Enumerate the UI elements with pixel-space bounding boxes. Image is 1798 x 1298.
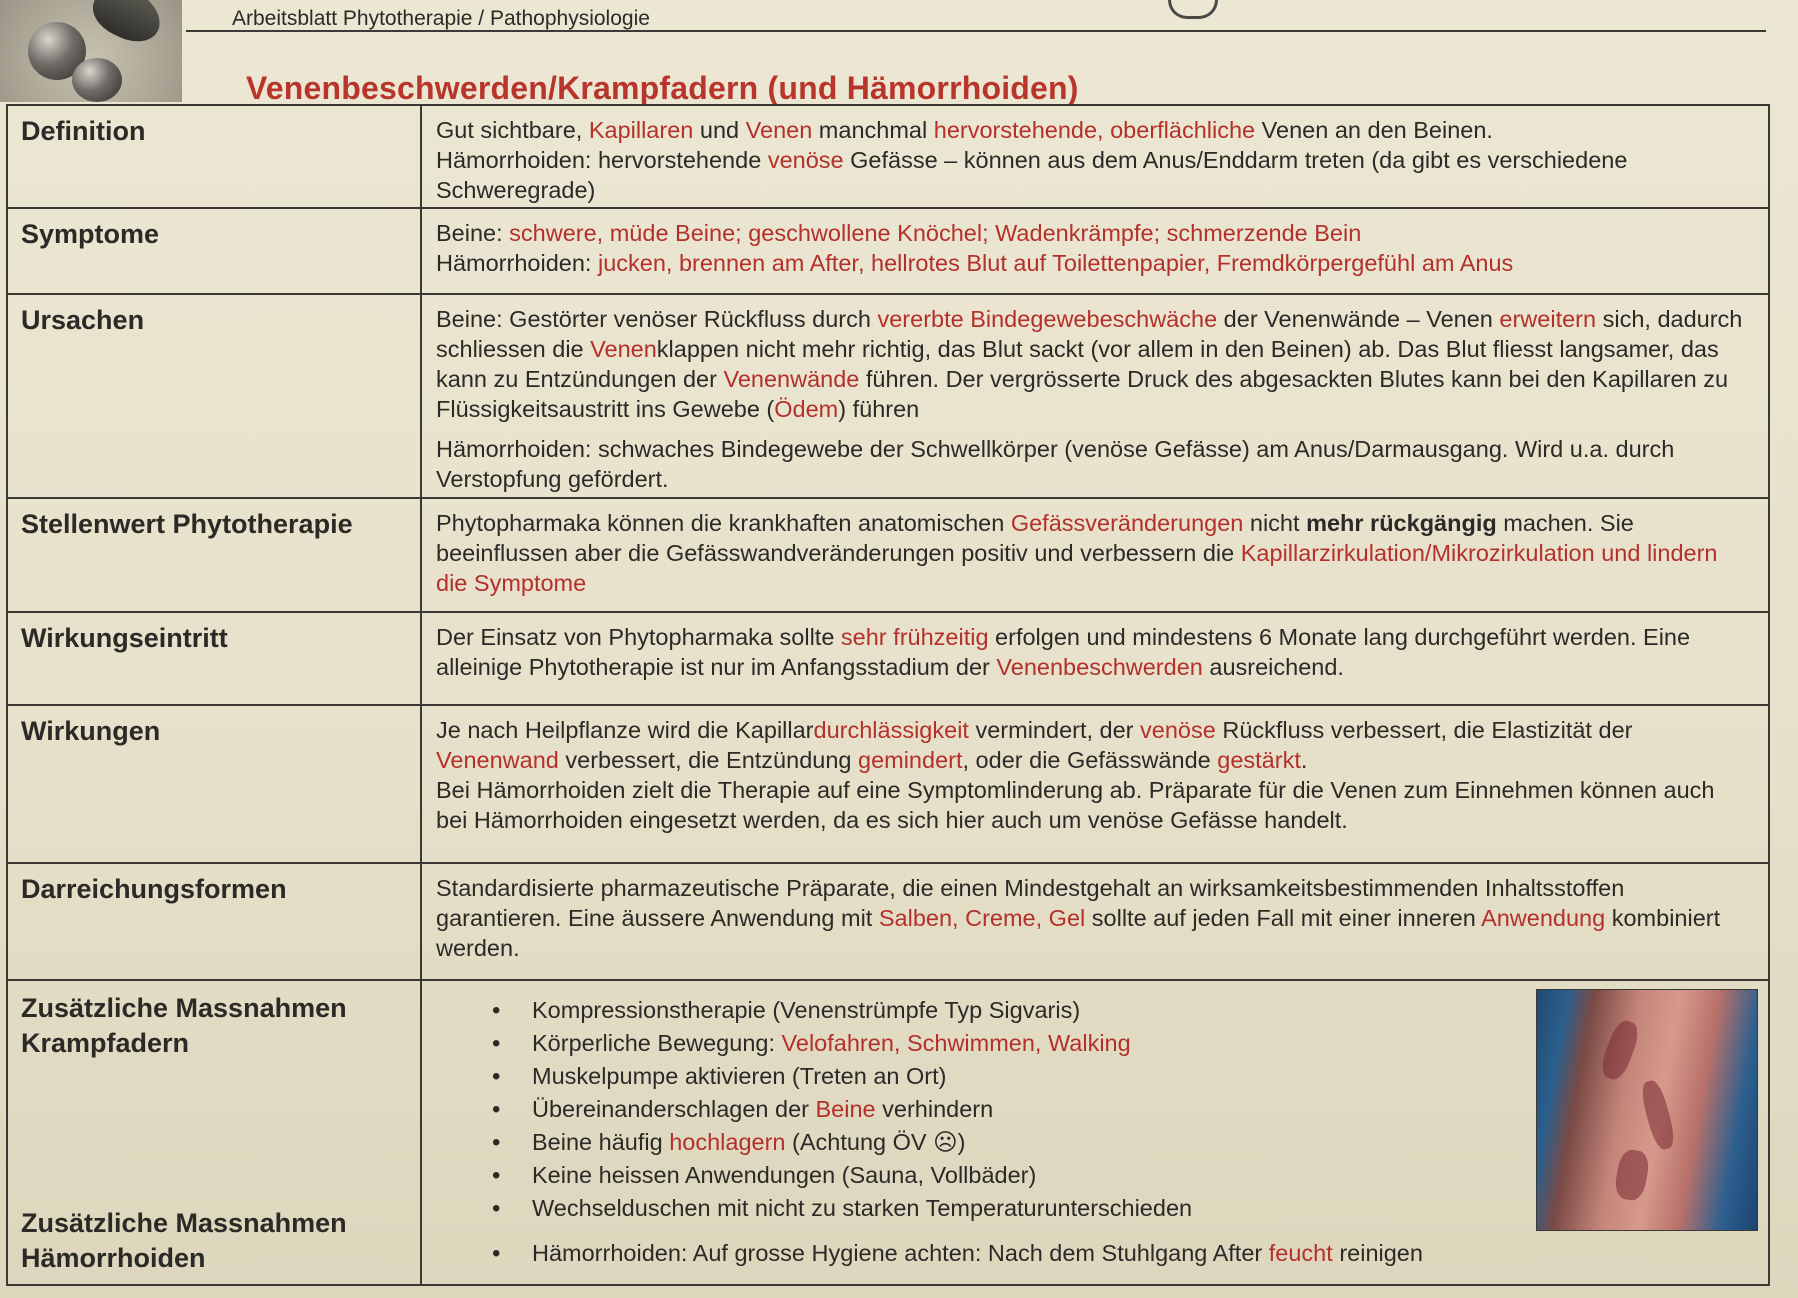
row-label-darreichungsformen: Darreichungsformen [8,864,422,981]
header-rule [186,30,1766,32]
chestnut-husk-icon [85,0,169,51]
list-item: • Keine heissen Anwendungen (Sauna, Vollbäder) [492,1159,1748,1192]
list-item: • Muskelpumpe aktivieren (Treten an Ort) [492,1060,1748,1093]
row-content-stellenwert: Phytopharmaka können die krankhaften anatomischen Gefässveränderungen nicht mehr rückgängig machen. Sie beeinflussen aber die Gefässwandveränderungen positiv und verbessern die Kapillarzirkulation/Mikrozirkulation und lindern die Symptome [422,499,1768,613]
list-item: • Hämorrhoiden: Auf grosse Hygiene achten: Nach dem Stuhlgang After feucht reinigen [492,1237,1748,1270]
wirkungen-line: Bei Hämorrhoiden zielt die Therapie auf eine Symptomlinderung ab. Präparate für die Venen zum Einnehmen können auch bei Hämorrhoiden eingesetzt werden, da es sich hier auch um venöse Gefässe handelt. [436,777,1715,833]
row-content-darreichungsformen: Standardisierte pharmazeutische Präparate, die einen Mindestgehalt an wirksamkeitsbestimmenden Inhaltsstoffen garantieren. Eine äussere Anwendung mit Salben, Creme, Gel sollte auf jeden Fall mit einer inneren Anwendung kombiniert werden. [422,864,1768,981]
varicose-leg-photo [1536,989,1758,1231]
chestnut-icon [72,58,122,102]
row-content-massnahmen [422,981,1768,1284]
info-table [6,104,1770,1286]
running-title: Arbeitsblatt Phytotherapie / Pathophysiologie [232,7,650,30]
label-massnahmen-haemorrhoiden: Zusätzliche Massnahmen Hämorrhoiden [21,1208,347,1273]
chestnut-logo-icon [0,0,182,102]
row-label-ursachen: Ursachen [8,295,422,499]
row-content-definition [422,106,1768,209]
row-content-symptome [422,209,1768,295]
symptom-line: Hämorrhoiden: jucken, brennen am After, hellrotes Blut auf Toilettenpapier, Fremdkörpergefühl am Anus [436,250,1514,276]
list-item: • Übereinanderschlagen der Beine verhindern [492,1093,1748,1126]
list-item: • Körperliche Bewegung: Velofahren, Schwimmen, Walking [492,1027,1748,1060]
list-item: • Kompressionstherapie (Venenstrümpfe Typ Sigvaris) [492,994,1748,1027]
list-item: • Beine häufig hochlagern (Achtung ÖV ☹) [492,1126,1748,1159]
row-label-symptome: Symptome [8,209,422,295]
row-content-wirkungseintritt: Der Einsatz von Phytopharmaka sollte sehr frühzeitig erfolgen und mindestens 6 Monate lang durchgeführt werden. Eine alleinige Phytotherapie ist nur im Anfangsstadium der Venenbeschwerden ausreichend. [422,613,1768,706]
ursachen-paragraph: Beine: Gestörter venöser Rückfluss durch vererbte Bindegewebeschwäche der Venenwände – Venen erweitern sich, dadurch schliessen die Venenklappen nicht mehr richtig, das Blut sackt (vor allem in den Beinen) ab. Das Blut fliesst langsamer, das kann zu Entzündungen der Venenwände führen. Der vergrösserte Druck des abgesackten Blutes kann bei den Kapillaren zu Flüssigkeitsaustritt ins Gewebe (Ödem) führen [436,306,1743,422]
ursachen-paragraph: Hämorrhoiden: schwaches Bindegewebe der Schwellkörper (venöse Gefässe) am Anus/Darmausgang. Wird u.a. durch Verstopfung gefördert. [436,436,1675,492]
row-label-wirkungseintritt: Wirkungseintritt [8,613,422,706]
definition-line: Gut sichtbare, Kapillaren und Venen manchmal hervorstehende, oberflächliche Venen an den Beinen. [436,117,1493,143]
symptom-line: Beine: schwere, müde Beine; geschwollene Knöchel; Wadenkrämpfe; schmerzende Bein [436,220,1362,246]
row-content-ursachen [422,295,1768,499]
definition-line: Hämorrhoiden: hervorstehende venöse Gefässe – können aus dem Anus/Enddarm treten (da gibt es verschiedene Schweregrade) [436,147,1628,203]
list-item: • Wechselduschen mit nicht zu starken Temperaturunterschieden [492,1192,1748,1225]
row-content-wirkungen [422,706,1768,864]
wirkungen-line: Je nach Heilpflanze wird die Kapillardurchlässigkeit vermindert, der venöse Rückfluss verbessert, die Elastizität der Venenwand verbessert, die Entzündung gemindert, oder die Gefässwände gestärkt. [436,717,1633,773]
label-massnahmen-krampfadern: Zusätzliche Massnahmen Krampfadern [21,993,347,1058]
row-label-massnahmen [8,981,422,1284]
row-label-stellenwert: Stellenwert Phytotherapie [8,499,422,613]
page-title: Venenbeschwerden/Krampfadern (und Hämorrhoiden) [246,70,1079,106]
row-label-wirkungen: Wirkungen [8,706,422,864]
paperclip-icon [1168,0,1218,19]
row-label-definition: Definition [8,106,422,209]
